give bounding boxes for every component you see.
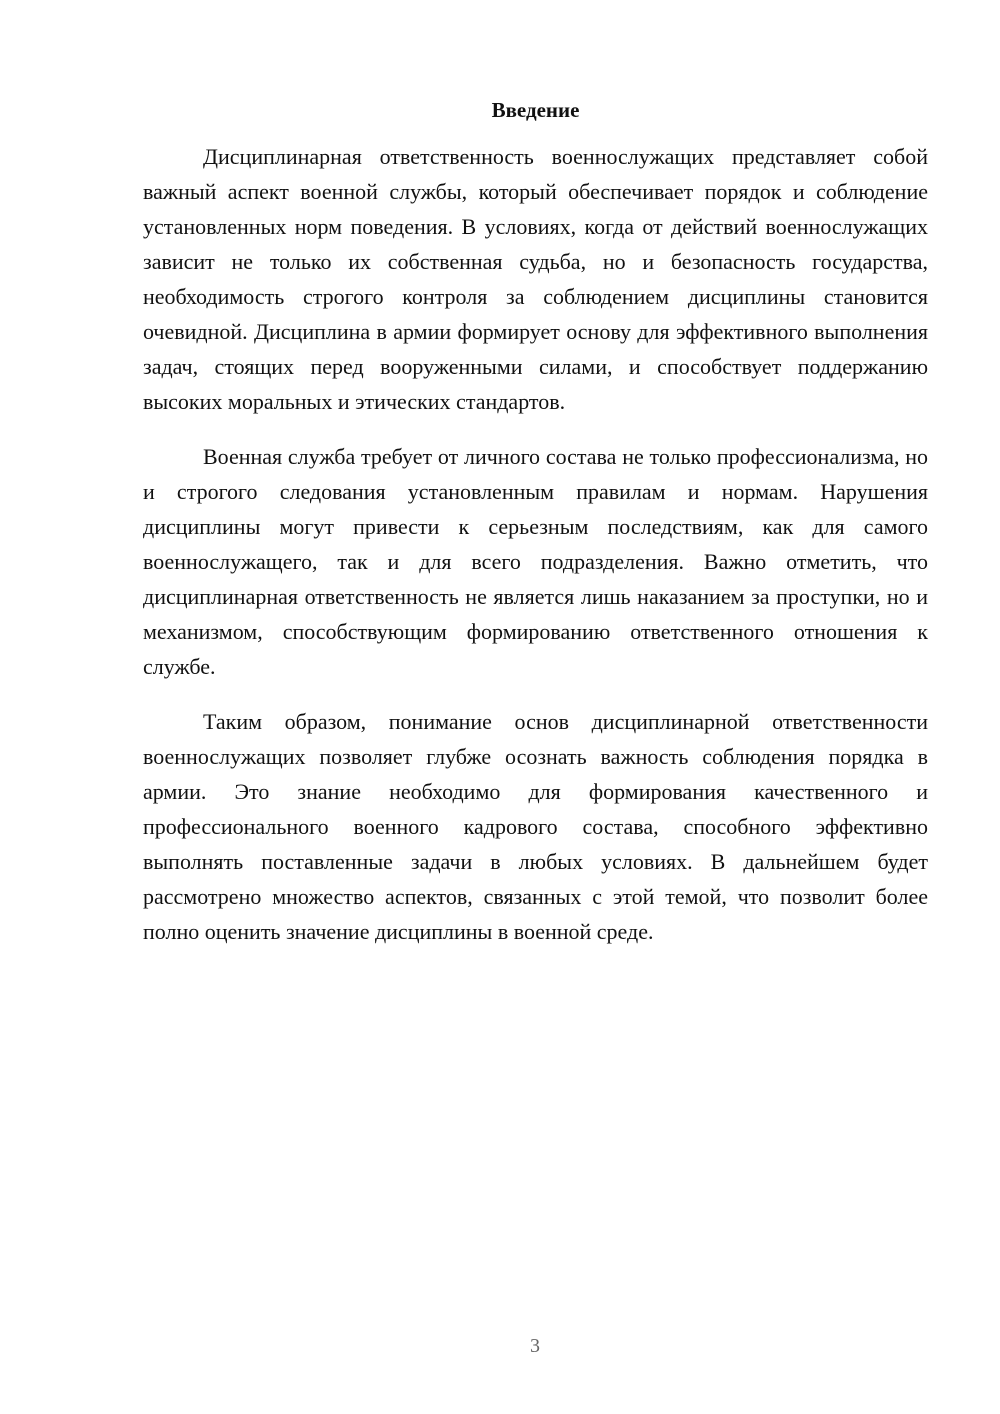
section-heading: Введение bbox=[491, 98, 580, 122]
page-number: 3 bbox=[530, 1335, 540, 1357]
paragraph-3: Таким образом, понимание основ дисциплинарной ответственности военнослужащих позволяет глубже осознать важность соблюдения порядка в армии. Это знание необходимо для формирования качественного и профессионального военного кадрового состава, способного эффективно выполнять поставленные задачи в любых условиях. В дальнейшем будет рассмотрено множество аспектов, связанных с этой темой, что позволит более полно оценить значение дисциплины в военной среде. bbox=[143, 709, 928, 944]
paragraph-2: Военная служба требует от личного состава не только профессионализма, но и строгого следования установленным правилам и нормам. Нарушения дисциплины могут привести к серьезным последствиям, как для самого военнослужащего, так и для всего подразделения. Важно отметить, что дисциплинарная ответственность не является лишь наказанием за проступки, но и механизмом, способствующим формированию ответственного отношения к службе. bbox=[143, 444, 928, 679]
page-content bbox=[143, 95, 928, 969]
paragraph-1: Дисциплинарная ответственность военнослужащих представляет собой важный аспект военной службы, который обеспечивает порядок и соблюдение установленных норм поведения. В условиях, когда от действий военнослужащих зависит не только их собственная судьба, но и безопасность государства, необходимость строгого контроля за соблюдением дисциплины становится очевидной. Дисциплина в армии формирует основу для эффективного выполнения задач, стоящих перед вооруженными силами, и способствует поддержанию высоких моральных и этических стандартов. bbox=[143, 144, 928, 414]
